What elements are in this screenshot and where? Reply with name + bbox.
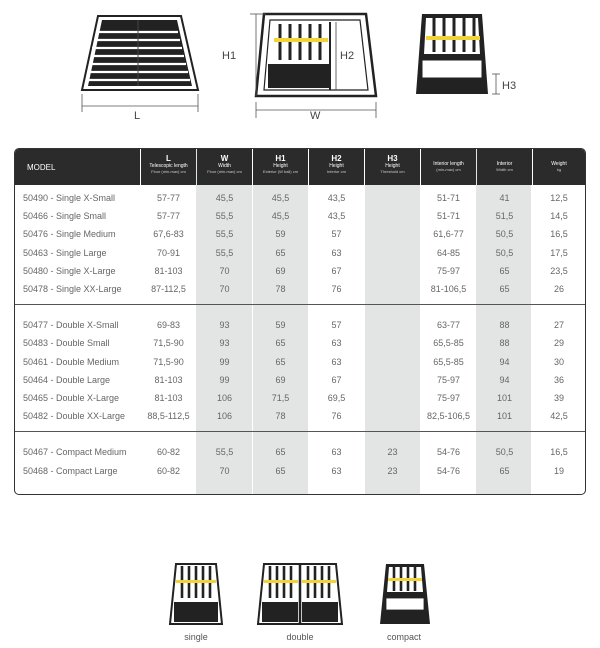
cell-wt: 14,5 [550, 211, 568, 222]
cell-l: 70-91 [156, 247, 181, 258]
dim-label-h1: H1 [222, 50, 237, 62]
cell-l: 57-77 [156, 193, 181, 203]
model-name: 50476 - Single Medium [23, 229, 116, 240]
header-h2 [309, 149, 364, 185]
cell-w: 55,5 [215, 447, 234, 458]
table-row [15, 334, 585, 352]
table-row [15, 189, 585, 207]
cell-h2: 63 [331, 465, 342, 476]
cell-wt: 16,5 [550, 447, 568, 458]
cell-h1: 65 [275, 247, 286, 258]
cell-h1: 59 [275, 320, 286, 331]
model-name: 50465 - Double X-Large [23, 393, 120, 403]
cell-il: 81-106,5 [430, 284, 467, 294]
model-name: 50482 - Double XX-Large [23, 411, 126, 422]
cell-h2: 76 [331, 411, 342, 422]
cell-h2: 43,5 [327, 211, 346, 222]
front-view-diagram [236, 10, 386, 120]
table-row [15, 262, 585, 280]
cell-h1: 65 [275, 447, 286, 458]
header-w-name: Width [218, 163, 231, 169]
cell-h2: 69,5 [327, 393, 346, 403]
cell-h2: 63 [331, 338, 342, 349]
model-name: 50478 - Single XX-Large [23, 284, 122, 294]
header-h2-name: Height [329, 163, 344, 169]
cell-h2: 76 [331, 284, 342, 294]
model-name: 50490 - Single X-Small [23, 193, 116, 203]
header-l-sub: Floor (min-max) cm [151, 169, 186, 174]
cell-h1: 78 [275, 411, 286, 422]
cell-w: 45,5 [215, 193, 234, 203]
cell-h1: 69 [275, 374, 286, 385]
cell-il: 61,6-77 [433, 229, 464, 240]
cell-h1: 65 [275, 338, 286, 349]
cell-l: 88,5-112,5 [147, 411, 190, 422]
header-h1-name: Height [273, 163, 288, 169]
cell-h2: 63 [331, 447, 342, 458]
table-row [15, 207, 585, 225]
cell-w: 106 [216, 393, 233, 403]
cell-w: 70 [219, 265, 230, 276]
table-row [15, 280, 585, 298]
header-iw [477, 149, 532, 185]
header-il [421, 149, 476, 185]
group-separator [15, 431, 585, 432]
table-row [15, 353, 585, 371]
cell-w: 106 [216, 411, 233, 422]
cell-l: 69-83 [156, 320, 181, 331]
header-iw-sym: Interior [496, 161, 513, 167]
header-l [141, 149, 196, 185]
cell-il: 63-77 [436, 320, 461, 331]
cell-il: 51-71 [436, 193, 461, 203]
header-model [15, 149, 140, 185]
cell-h2: 57 [331, 320, 342, 331]
model-name: 50464 - Double Large [23, 374, 111, 385]
header-model-label: MODEL [27, 163, 56, 172]
cell-il: 65,5-85 [433, 338, 464, 349]
cell-wt: 27 [553, 320, 564, 331]
cell-wt: 23,5 [550, 265, 568, 276]
header-w-sub: Floor (min-max) cm [207, 169, 242, 174]
model-name: 50463 - Single Large [23, 247, 107, 258]
header-il-sub: (min-max) cm [436, 167, 461, 172]
cell-iw: 50,5 [495, 447, 514, 458]
cell-wt: 26 [553, 284, 564, 294]
cell-iw: 50,5 [495, 229, 514, 240]
single-crate-icon [168, 562, 224, 626]
cell-h2: 67 [331, 265, 342, 276]
cell-il: 75-97 [436, 393, 461, 403]
header-h3-name: Height [385, 163, 400, 169]
cell-w: 93 [219, 320, 230, 331]
header-h2-sub: Interior cm [327, 169, 346, 174]
header-h1-sub: Exterior (W ball) cm [262, 169, 299, 174]
cell-w: 99 [219, 356, 230, 367]
cell-wt: 29 [553, 338, 564, 349]
cell-h2: 63 [331, 247, 342, 258]
table-row [15, 443, 585, 461]
cell-il: 65,5-85 [433, 356, 464, 367]
header-h1-sym: H1 [275, 154, 286, 163]
dim-label-l: L [134, 110, 141, 122]
caption-single: single [184, 632, 208, 642]
cell-h3: 23 [387, 447, 398, 458]
cell-wt: 30 [553, 356, 564, 367]
cell-iw: 51,5 [495, 211, 514, 222]
header-h1 [253, 149, 308, 185]
cell-iw: 88 [499, 320, 510, 331]
cell-h1: 69 [275, 265, 286, 276]
cell-l: 81-103 [154, 265, 183, 276]
cell-l: 57-77 [156, 211, 181, 222]
double-crate-icon [256, 562, 344, 626]
header-l-sym: L [166, 154, 171, 163]
cell-w: 55,5 [215, 229, 234, 240]
cell-l: 81-103 [154, 374, 183, 385]
model-name: 50468 - Compact Large [23, 465, 118, 476]
caption-compact: compact [386, 632, 421, 642]
cell-il: 54-76 [436, 447, 461, 458]
compact-front-diagram [412, 10, 502, 100]
cell-l: 60-82 [156, 465, 181, 476]
table-row [15, 225, 585, 243]
cell-w: 55,5 [215, 211, 234, 222]
cell-wt: 17,5 [550, 247, 568, 258]
spec-table [14, 148, 586, 495]
cell-il: 51-71 [436, 211, 461, 222]
header-l-name: Telescopic length [149, 163, 188, 169]
cell-iw: 41 [499, 193, 510, 203]
cell-h2: 43,5 [327, 193, 346, 203]
cell-h2: 63 [331, 356, 342, 367]
header-w [197, 149, 252, 185]
cell-iw: 65 [499, 284, 510, 294]
cell-il: 64-85 [436, 247, 461, 258]
cell-il: 75-97 [436, 265, 461, 276]
header-iw-name: Width cm [496, 167, 513, 172]
header-h2-sym: H2 [331, 154, 342, 163]
cell-iw: 65 [499, 465, 510, 476]
cell-wt: 16,5 [550, 229, 568, 240]
table-row [15, 316, 585, 334]
header-wt [533, 149, 585, 185]
header-h3 [365, 149, 420, 185]
model-name: 50477 - Double X-Small [23, 320, 119, 331]
cell-h1: 45,5 [271, 193, 290, 203]
model-name: 50480 - Single X-Large [23, 265, 116, 276]
table-row [15, 389, 585, 407]
cell-wt: 19 [553, 465, 564, 476]
header-wt-sym: Weight [551, 161, 567, 167]
header-h3-sym: H3 [387, 154, 398, 163]
cell-h1: 78 [275, 284, 286, 294]
cell-l: 71,5-90 [153, 338, 184, 349]
cell-il: 82,5-106,5 [426, 411, 471, 422]
model-name: 50467 - Compact Medium [23, 447, 127, 458]
cell-w: 55,5 [215, 247, 234, 258]
cell-l: 71,5-90 [153, 356, 184, 367]
group-separator [15, 304, 585, 305]
cell-iw: 94 [499, 374, 510, 385]
model-name: 50466 - Single Small [23, 211, 107, 222]
cell-wt: 42,5 [550, 411, 568, 422]
header-w-sym: W [220, 154, 229, 163]
cell-iw: 50,5 [495, 247, 514, 258]
cell-il: 54-76 [436, 465, 461, 476]
cell-h1: 65 [275, 465, 286, 476]
cell-wt: 12,5 [550, 193, 568, 203]
cell-h1: 59 [275, 229, 286, 240]
cell-h1: 71,5 [271, 393, 290, 403]
cell-l: 87-112,5 [151, 284, 186, 294]
header-wt-name: kg [556, 167, 562, 172]
cell-wt: 36 [553, 374, 564, 385]
dim-label-w: W [310, 110, 321, 122]
top-view-diagram [78, 12, 203, 127]
cell-l: 81-103 [154, 393, 183, 403]
cell-h3: 23 [387, 465, 398, 476]
dim-label-h3: H3 [502, 80, 517, 92]
cell-h1: 45,5 [271, 211, 290, 222]
cell-l: 60-82 [156, 447, 181, 458]
cell-w: 99 [219, 374, 230, 385]
caption-double: double [286, 632, 314, 642]
cell-iw: 88 [499, 338, 510, 349]
cell-il: 75-97 [436, 374, 461, 385]
model-name: 50461 - Double Medium [23, 356, 120, 367]
cell-h2: 57 [331, 229, 342, 240]
table-row [15, 244, 585, 262]
cell-iw: 101 [496, 411, 513, 422]
cell-w: 70 [219, 465, 230, 476]
header-h3-sub: Threshold cm [380, 169, 405, 174]
header-il-sym: Interior length [433, 161, 464, 167]
cell-l: 67,6-83 [153, 229, 184, 240]
cell-wt: 39 [553, 393, 564, 403]
cell-iw: 94 [499, 356, 510, 367]
table-row [15, 462, 585, 480]
cell-h2: 67 [331, 374, 342, 385]
cell-h1: 65 [275, 356, 286, 367]
model-name: 50483 - Double Small [23, 338, 110, 349]
cell-iw: 65 [499, 265, 510, 276]
table-row [15, 371, 585, 389]
compact-crate-icon [378, 562, 432, 626]
dim-label-h2: H2 [340, 50, 355, 62]
cell-iw: 101 [496, 393, 513, 403]
table-row [15, 407, 585, 425]
cell-w: 70 [219, 284, 230, 294]
cell-w: 93 [219, 338, 230, 349]
